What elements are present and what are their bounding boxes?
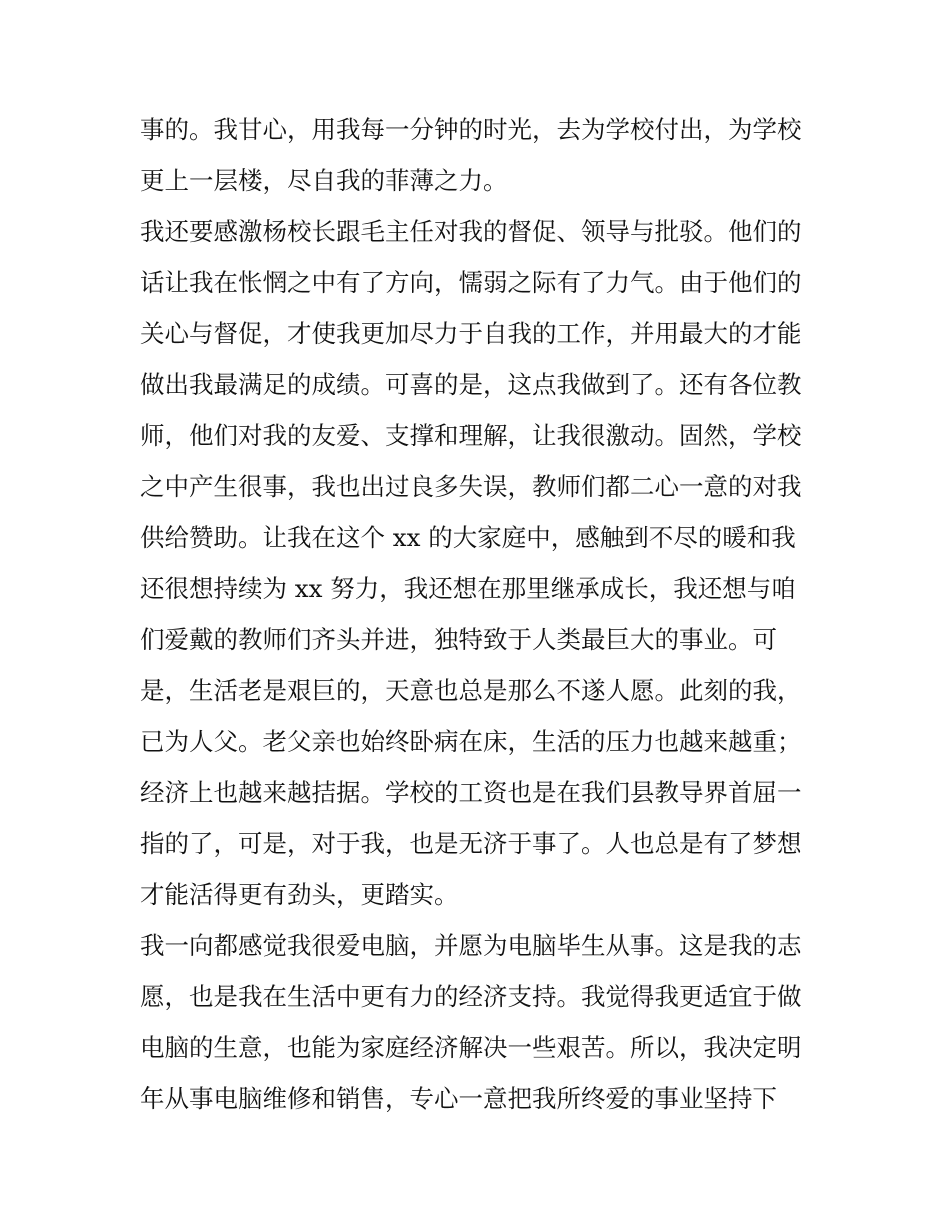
- text-line: 话让我在怅惘之中有了方向，懦弱之际有了力气。由于他们的: [140, 268, 802, 297]
- text-line: 电脑的生意，也能为家庭经济解决一些艰苦。所以，我决定明: [140, 1033, 802, 1062]
- text-line: 我还要感激杨校长跟毛主任对我的督促、领导与批驳。他们的: [140, 217, 802, 246]
- text-line: 之中产生很事，我也出过良多失误，教师们都二心一意的对我: [140, 472, 802, 501]
- text-line: 年从事电脑维修和销售，专心一意把我所终爱的事业坚持下: [140, 1084, 777, 1113]
- text-line: 指的了，可是，对于我，也是无济于事了。人也总是有了梦想: [140, 829, 802, 858]
- text-line: 做出我最满足的成绩。可喜的是，这点我做到了。还有各位教: [140, 370, 802, 399]
- text-line: 我一向都感觉我很爱电脑，并愿为电脑毕生从事。这是我的志: [140, 931, 802, 960]
- text-line: 已为人父。老父亲也始终卧病在床，生活的压力也越来越重；: [140, 727, 802, 756]
- text-line: 们爱戴的教师们齐头并进，独特致于人类最巨大的事业。可: [140, 625, 777, 654]
- body-text: [140, 104, 820, 1124]
- text-line: 师，他们对我的友爱、支撑和理解，让我很激动。固然，学校: [140, 421, 802, 450]
- text-line: 关心与督促，才使我更加尽力于自我的工作，并用最大的才能: [140, 319, 802, 348]
- text-line: 愿，也是我在生活中更有力的经济支持。我觉得我更适宜于做: [140, 982, 802, 1011]
- text-line: 更上一层楼，尽自我的菲薄之力。: [140, 166, 508, 195]
- text-line: 才能活得更有劲头，更踏实。: [140, 880, 459, 909]
- text-line: 供给赞助。让我在这个 xx 的大家庭中，感触到不尽的暖和我: [140, 523, 796, 552]
- text-line: 经济上也越来越拮据。学校的工资也是在我们县教导界首屈一: [140, 778, 802, 807]
- text-line: 还很想持续为 xx 努力，我还想在那里继承成长，我还想与咱: [140, 574, 796, 603]
- text-line: 事的。我甘心，用我每一分钟的时光，去为学校付出，为学校: [140, 115, 802, 144]
- text-line: 是，生活老是艰巨的，天意也总是那么不遂人愿。此刻的我，: [140, 676, 802, 705]
